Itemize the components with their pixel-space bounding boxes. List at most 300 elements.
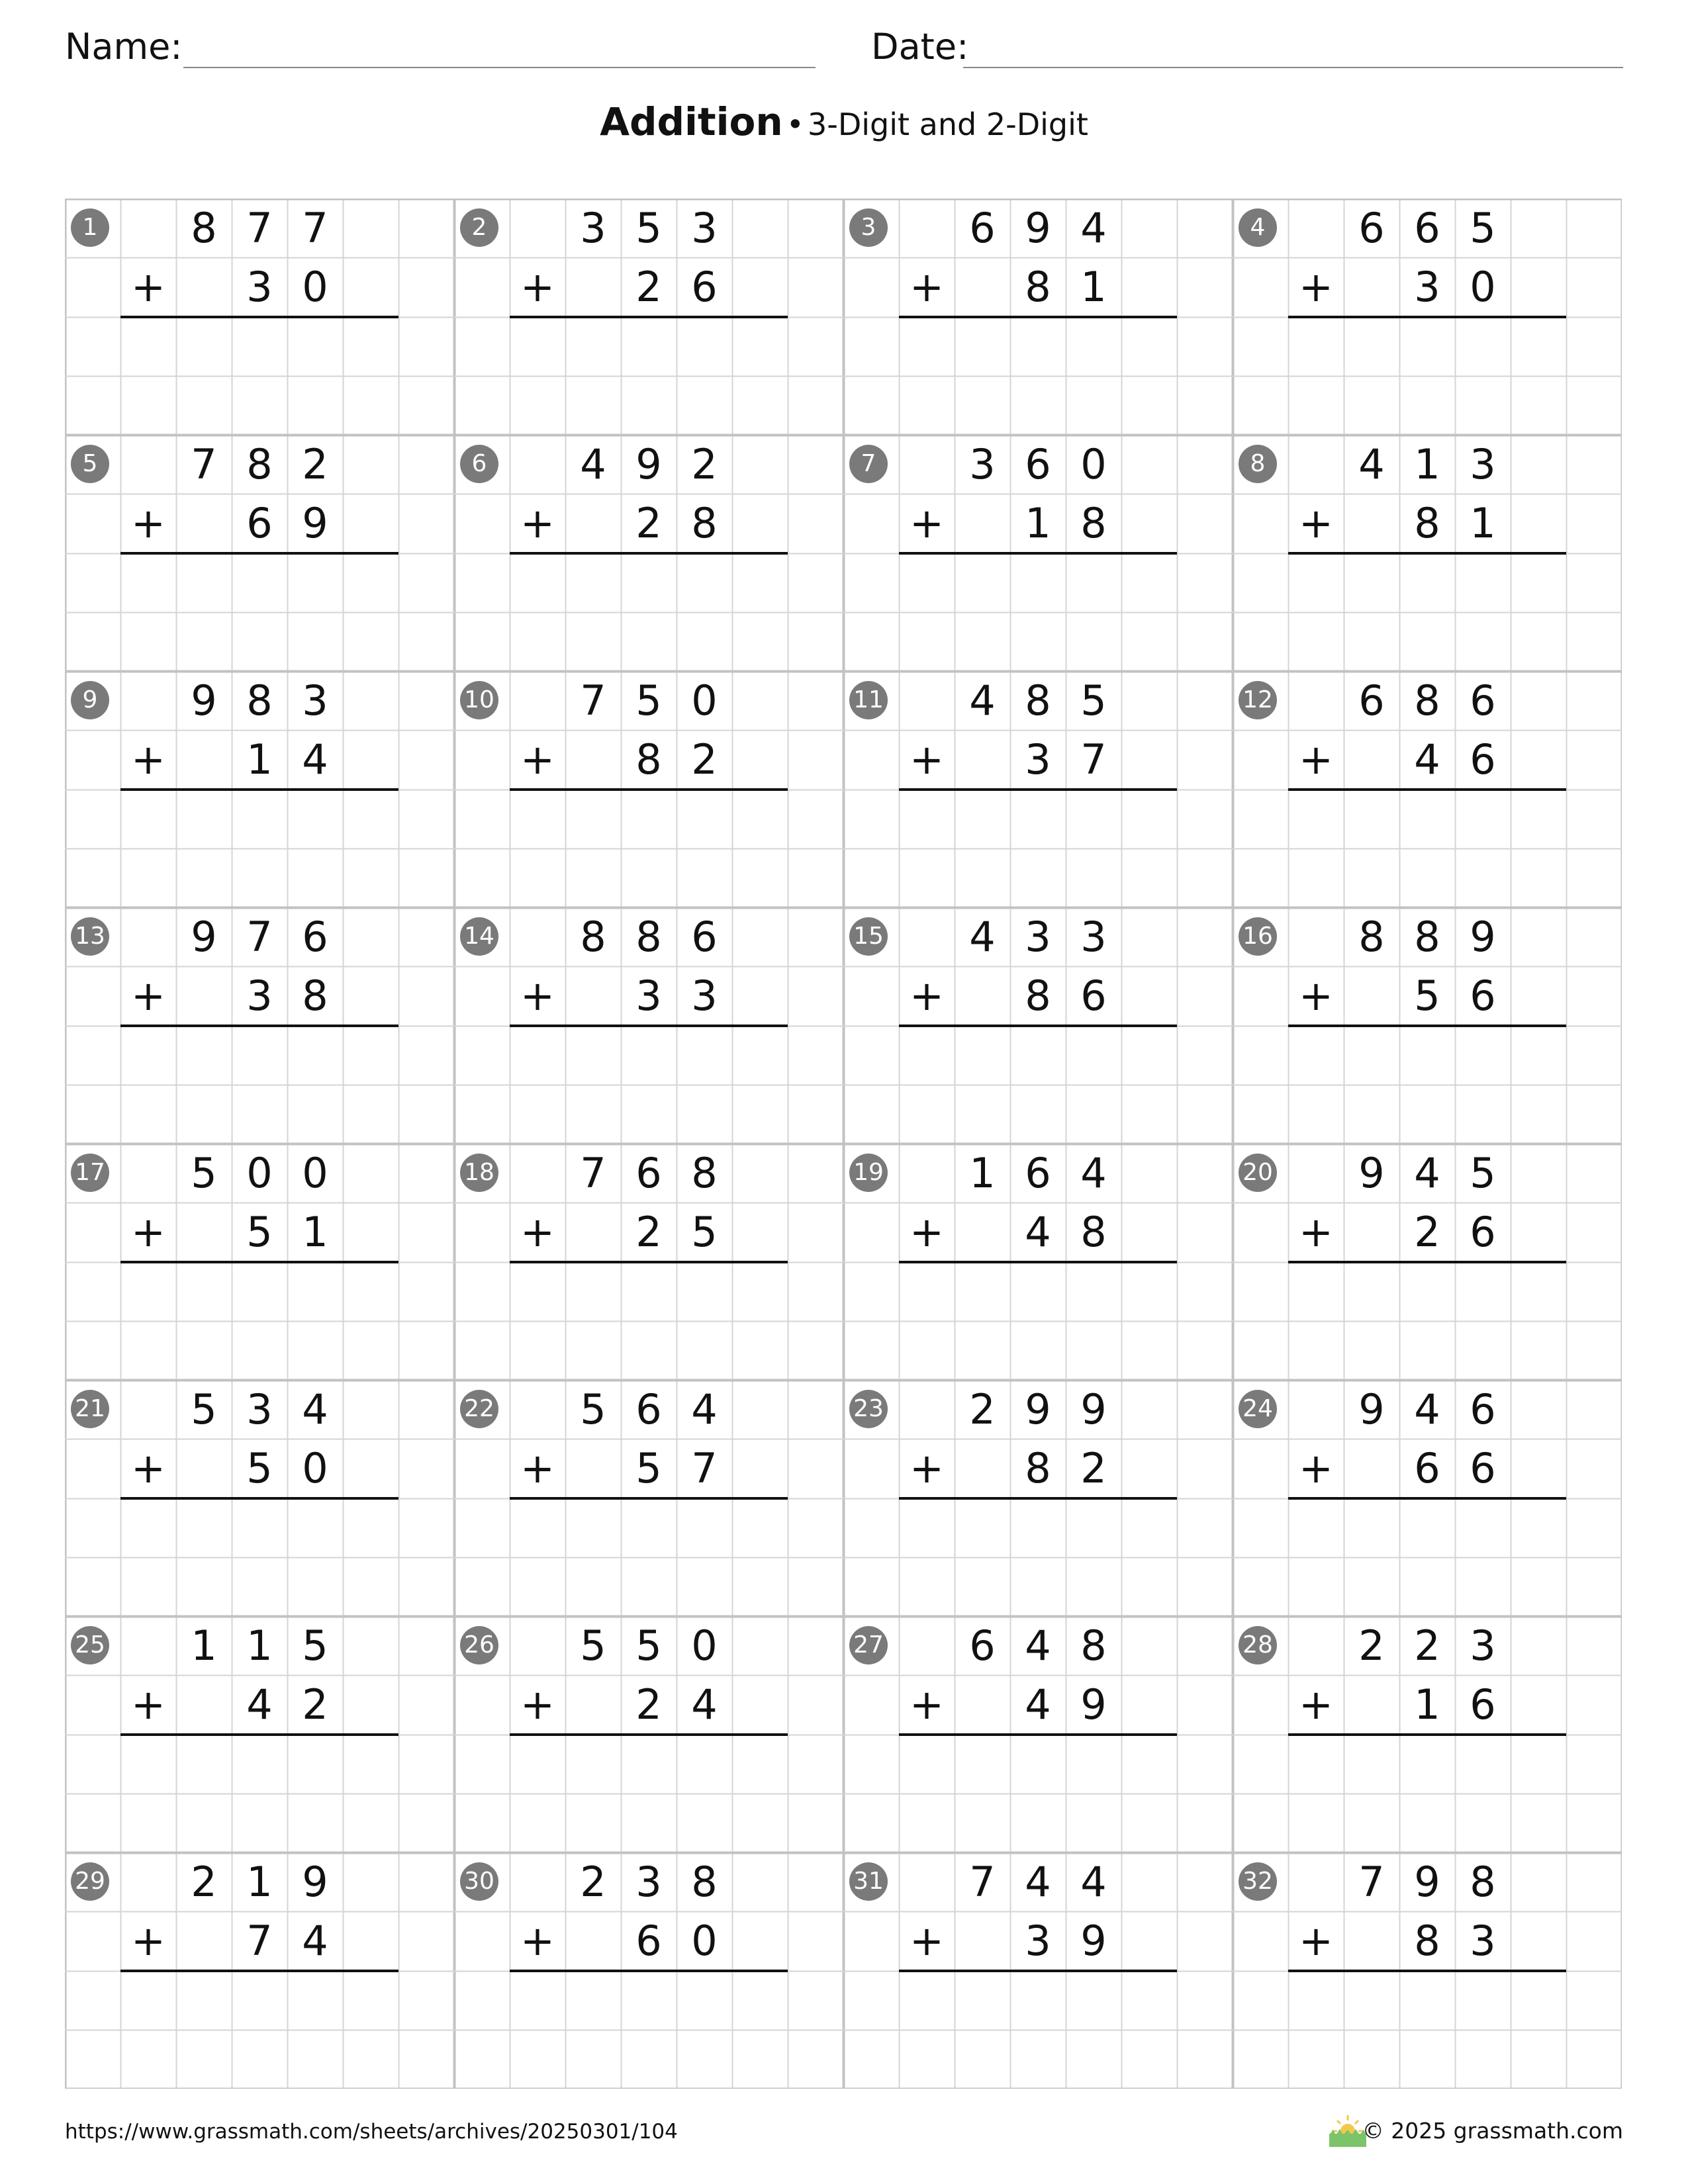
sum-underline: [120, 1970, 399, 1972]
sum-underline: [1288, 1261, 1566, 1263]
sum-underline: [510, 552, 788, 555]
sum-underline: [899, 552, 1177, 555]
addend-bottom-digit: 5: [635, 1444, 662, 1492]
addend-top-digit: 4: [969, 676, 996, 725]
addend-bottom-digit: 4: [302, 1917, 328, 1965]
problem: [454, 1616, 843, 1852]
addend-top-digit: 4: [1080, 204, 1107, 252]
plus-sign: +: [1299, 263, 1333, 311]
worksheet-title: [0, 99, 1688, 144]
sum-underline: [120, 1024, 399, 1027]
addend-bottom-digit: 6: [635, 1917, 662, 1965]
addend-bottom-digit: 5: [246, 1444, 273, 1492]
name-label: Name:: [65, 26, 183, 68]
addend-top-digit: 0: [691, 676, 718, 725]
problem: [1233, 1616, 1622, 1852]
addend-top-digit: 2: [580, 1858, 606, 1906]
plus-sign: +: [131, 499, 165, 547]
addend-top-digit: 5: [580, 1385, 606, 1433]
addend-bottom-digit: 9: [1080, 1680, 1107, 1729]
plus-sign: +: [910, 972, 944, 1020]
addend-top-digit: 6: [635, 1149, 662, 1197]
problem-number-badge: 32: [1239, 1862, 1277, 1901]
problem-number-badge: 23: [849, 1390, 888, 1428]
problem: [454, 671, 843, 907]
addend-bottom-digit: 6: [1470, 1444, 1496, 1492]
problem-number-badge: 13: [71, 917, 109, 956]
problem: [843, 1616, 1233, 1852]
addend-bottom-digit: 6: [1414, 1444, 1440, 1492]
plus-sign: +: [1299, 1444, 1333, 1492]
title-main: Addition: [600, 99, 783, 144]
addend-top-digit: 5: [635, 1621, 662, 1670]
problem-number-badge: 30: [460, 1862, 498, 1901]
plus-sign: +: [910, 735, 944, 784]
plus-sign: +: [910, 263, 944, 311]
addend-top-digit: 8: [691, 1149, 718, 1197]
addend-top-digit: 9: [1358, 1149, 1385, 1197]
footer-url: https://www.grassmath.com/sheets/archives/20250301/104: [65, 2120, 678, 2144]
sum-underline: [120, 1733, 399, 1736]
addend-top-digit: 6: [1358, 204, 1385, 252]
addend-bottom-digit: 6: [246, 499, 273, 547]
addend-top-digit: 7: [580, 1149, 606, 1197]
addend-top-digit: 6: [1358, 676, 1385, 725]
sum-underline: [899, 1733, 1177, 1736]
sum-underline: [1288, 552, 1566, 555]
problem-number-badge: 21: [71, 1390, 109, 1428]
plus-sign: +: [1299, 735, 1333, 784]
sum-underline: [899, 1024, 1177, 1027]
addend-top-digit: 5: [1470, 1149, 1496, 1197]
problem-number-badge: 2: [460, 208, 498, 247]
problem: [65, 199, 454, 435]
problem-number-badge: 5: [71, 445, 109, 483]
addend-top-digit: 9: [1080, 1385, 1107, 1433]
addend-top-digit: 4: [1414, 1149, 1440, 1197]
plus-sign: +: [520, 499, 555, 547]
problem-number-badge: 16: [1239, 917, 1277, 956]
problem-number-badge: 3: [849, 208, 888, 247]
addend-top-digit: 3: [1025, 913, 1051, 961]
plus-sign: +: [520, 1917, 555, 1965]
problem-number-badge: 20: [1239, 1154, 1277, 1192]
addend-bottom-digit: 4: [691, 1680, 718, 1729]
addend-top-digit: 4: [580, 440, 606, 488]
problem-number-badge: 22: [460, 1390, 498, 1428]
addend-top-digit: 2: [302, 440, 328, 488]
problem-number-badge: 29: [71, 1862, 109, 1901]
problem-number-badge: 17: [71, 1154, 109, 1192]
sum-underline: [899, 316, 1177, 318]
plus-sign: +: [520, 263, 555, 311]
addend-top-digit: 2: [691, 440, 718, 488]
problem: [65, 435, 454, 671]
problem: [1233, 1852, 1622, 2089]
addend-bottom-digit: 8: [1080, 499, 1107, 547]
addend-top-digit: 7: [580, 676, 606, 725]
problem: [454, 435, 843, 671]
sum-underline: [120, 316, 399, 318]
addend-top-digit: 4: [1080, 1149, 1107, 1197]
addend-top-digit: 1: [969, 1149, 996, 1197]
problem: [454, 199, 843, 435]
sum-underline: [899, 1970, 1177, 1972]
addend-bottom-digit: 2: [635, 263, 662, 311]
date-field-line[interactable]: [963, 67, 1623, 68]
plus-sign: +: [520, 735, 555, 784]
addend-bottom-digit: 6: [1470, 1208, 1496, 1256]
addend-top-digit: 8: [1414, 676, 1440, 725]
addend-top-digit: 5: [635, 676, 662, 725]
addend-bottom-digit: 0: [1470, 263, 1496, 311]
plus-sign: +: [520, 1444, 555, 1492]
problem: [843, 1852, 1233, 2089]
problem-number-badge: 9: [71, 681, 109, 719]
addend-top-digit: 8: [1414, 913, 1440, 961]
sum-underline: [899, 788, 1177, 791]
addend-bottom-digit: 0: [302, 263, 328, 311]
addend-top-digit: 8: [246, 440, 273, 488]
addend-top-digit: 6: [691, 913, 718, 961]
problem-number-badge: 6: [460, 445, 498, 483]
addend-bottom-digit: 1: [246, 735, 273, 784]
plus-sign: +: [520, 1208, 555, 1256]
addend-bottom-digit: 8: [1025, 1444, 1051, 1492]
addend-top-digit: 8: [1358, 913, 1385, 961]
problem-number-badge: 26: [460, 1626, 498, 1664]
worksheet-grid: [65, 199, 1622, 2089]
problem-area: [65, 199, 1622, 2089]
addend-bottom-digit: 0: [302, 1444, 328, 1492]
addend-bottom-digit: 8: [1414, 499, 1440, 547]
sum-underline: [1288, 1733, 1566, 1736]
addend-top-digit: 9: [1025, 204, 1051, 252]
addend-top-digit: 4: [1358, 440, 1385, 488]
sum-underline: [510, 1733, 788, 1736]
problem: [454, 1380, 843, 1616]
addend-bottom-digit: 2: [1080, 1444, 1107, 1492]
addend-bottom-digit: 3: [635, 972, 662, 1020]
addend-top-digit: 6: [1025, 440, 1051, 488]
addend-top-digit: 3: [635, 1858, 662, 1906]
addend-top-digit: 8: [1025, 676, 1051, 725]
addend-top-digit: 1: [246, 1621, 273, 1670]
problem-number-badge: 1: [71, 208, 109, 247]
addend-top-digit: 7: [246, 204, 273, 252]
addend-top-digit: 8: [580, 913, 606, 961]
addend-top-digit: 2: [191, 1858, 217, 1906]
addend-bottom-digit: 1: [1470, 499, 1496, 547]
sum-underline: [120, 1261, 399, 1263]
addend-bottom-digit: 1: [1025, 499, 1051, 547]
addend-bottom-digit: 8: [635, 735, 662, 784]
problem: [843, 199, 1233, 435]
addend-top-digit: 7: [1358, 1858, 1385, 1906]
addend-top-digit: 2: [1358, 1621, 1385, 1670]
addend-top-digit: 9: [1414, 1858, 1440, 1906]
addend-top-digit: 6: [1470, 676, 1496, 725]
addend-bottom-digit: 2: [635, 1208, 662, 1256]
addend-bottom-digit: 2: [635, 1680, 662, 1729]
plus-sign: +: [131, 1917, 165, 1965]
addend-bottom-digit: 8: [1025, 972, 1051, 1020]
plus-sign: +: [520, 1680, 555, 1729]
addend-top-digit: 7: [969, 1858, 996, 1906]
plus-sign: +: [1299, 499, 1333, 547]
addend-bottom-digit: 4: [1025, 1680, 1051, 1729]
problem-number-badge: 14: [460, 917, 498, 956]
problem-number-badge: 12: [1239, 681, 1277, 719]
addend-top-digit: 3: [1470, 440, 1496, 488]
problem-number-badge: 27: [849, 1626, 888, 1664]
addend-bottom-digit: 5: [246, 1208, 273, 1256]
addend-top-digit: 4: [691, 1385, 718, 1433]
addend-top-digit: 3: [302, 676, 328, 725]
problem-number-badge: 19: [849, 1154, 888, 1192]
title-bullet: •: [786, 107, 804, 142]
addend-bottom-digit: 6: [691, 263, 718, 311]
problem: [843, 1144, 1233, 1380]
addend-top-digit: 2: [1414, 1621, 1440, 1670]
addend-top-digit: 6: [969, 1621, 996, 1670]
addend-top-digit: 3: [1470, 1621, 1496, 1670]
problem: [65, 1380, 454, 1616]
addend-top-digit: 5: [580, 1621, 606, 1670]
problem-number-badge: 7: [849, 445, 888, 483]
plus-sign: +: [1299, 1208, 1333, 1256]
addend-top-digit: 6: [1414, 204, 1440, 252]
addend-bottom-digit: 1: [1414, 1680, 1440, 1729]
plus-sign: +: [910, 1680, 944, 1729]
addend-bottom-digit: 3: [1414, 263, 1440, 311]
problem-number-badge: 4: [1239, 208, 1277, 247]
plus-sign: +: [1299, 1680, 1333, 1729]
sum-underline: [1288, 1024, 1566, 1027]
addend-top-digit: 5: [1080, 676, 1107, 725]
sum-underline: [120, 788, 399, 791]
sum-underline: [510, 1497, 788, 1500]
addend-top-digit: 8: [191, 204, 217, 252]
plus-sign: +: [131, 1208, 165, 1256]
problem: [65, 907, 454, 1144]
addend-top-digit: 7: [302, 204, 328, 252]
addend-top-digit: 9: [1470, 913, 1496, 961]
addend-top-digit: 8: [1470, 1858, 1496, 1906]
addend-bottom-digit: 6: [1470, 735, 1496, 784]
sum-underline: [510, 316, 788, 318]
addend-top-digit: 6: [635, 1385, 662, 1433]
date-label: Date:: [871, 26, 969, 68]
plus-sign: +: [131, 263, 165, 311]
addend-top-digit: 9: [191, 676, 217, 725]
addend-bottom-digit: 6: [1470, 972, 1496, 1020]
addend-top-digit: 0: [246, 1149, 273, 1197]
addend-bottom-digit: 3: [1025, 735, 1051, 784]
addend-top-digit: 6: [302, 913, 328, 961]
addend-top-digit: 0: [302, 1149, 328, 1197]
plus-sign: +: [131, 1680, 165, 1729]
plus-sign: +: [131, 1444, 165, 1492]
addend-top-digit: 8: [691, 1858, 718, 1906]
plus-sign: +: [910, 1208, 944, 1256]
addend-bottom-digit: 5: [691, 1208, 718, 1256]
addend-bottom-digit: 3: [246, 263, 273, 311]
problem: [843, 1380, 1233, 1616]
problem: [1233, 671, 1622, 907]
addend-top-digit: 7: [246, 913, 273, 961]
addend-top-digit: 4: [1025, 1858, 1051, 1906]
sum-underline: [1288, 788, 1566, 791]
addend-top-digit: 6: [1470, 1385, 1496, 1433]
addend-top-digit: 0: [691, 1621, 718, 1670]
addend-bottom-digit: 3: [691, 972, 718, 1020]
title-subtitle: 3-Digit and 2-Digit: [807, 107, 1088, 142]
addend-top-digit: 5: [191, 1385, 217, 1433]
problem-number-badge: 28: [1239, 1626, 1277, 1664]
addend-top-digit: 3: [580, 204, 606, 252]
addend-bottom-digit: 3: [246, 972, 273, 1020]
addend-top-digit: 4: [302, 1385, 328, 1433]
addend-bottom-digit: 4: [302, 735, 328, 784]
addend-bottom-digit: 3: [1470, 1917, 1496, 1965]
problem: [1233, 1380, 1622, 1616]
addend-bottom-digit: 3: [1025, 1917, 1051, 1965]
addend-top-digit: 0: [1080, 440, 1107, 488]
addend-top-digit: 8: [635, 913, 662, 961]
addend-bottom-digit: 2: [1414, 1208, 1440, 1256]
addend-bottom-digit: 6: [1080, 972, 1107, 1020]
problem: [843, 671, 1233, 907]
addend-top-digit: 6: [1025, 1149, 1051, 1197]
addend-top-digit: 3: [969, 440, 996, 488]
addend-bottom-digit: 1: [302, 1208, 328, 1256]
plus-sign: +: [131, 972, 165, 1020]
plus-sign: +: [910, 1917, 944, 1965]
problem-number-badge: 8: [1239, 445, 1277, 483]
problem: [65, 671, 454, 907]
sum-underline: [899, 1497, 1177, 1500]
problem-number-badge: 25: [71, 1626, 109, 1664]
addend-top-digit: 7: [191, 440, 217, 488]
addend-top-digit: 1: [246, 1858, 273, 1906]
problem: [843, 907, 1233, 1144]
addend-top-digit: 3: [246, 1385, 273, 1433]
plus-sign: +: [131, 735, 165, 784]
addend-top-digit: 5: [635, 204, 662, 252]
addend-bottom-digit: 1: [1080, 263, 1107, 311]
addend-bottom-digit: 7: [1080, 735, 1107, 784]
plus-sign: +: [910, 499, 944, 547]
addend-top-digit: 3: [691, 204, 718, 252]
addend-top-digit: 8: [246, 676, 273, 725]
addend-top-digit: 3: [1080, 913, 1107, 961]
addend-top-digit: 8: [1080, 1621, 1107, 1670]
addend-bottom-digit: 2: [691, 735, 718, 784]
plus-sign: +: [520, 972, 555, 1020]
addend-bottom-digit: 2: [635, 499, 662, 547]
problem: [843, 435, 1233, 671]
problem: [65, 1852, 454, 2089]
problem: [454, 1852, 843, 2089]
addend-bottom-digit: 8: [1025, 263, 1051, 311]
sum-underline: [1288, 1970, 1566, 1972]
addend-bottom-digit: 0: [691, 1917, 718, 1965]
plus-sign: +: [1299, 1917, 1333, 1965]
addend-top-digit: 5: [1470, 204, 1496, 252]
addend-top-digit: 9: [1025, 1385, 1051, 1433]
addend-bottom-digit: 9: [302, 499, 328, 547]
addend-top-digit: 4: [1080, 1858, 1107, 1906]
problem: [65, 1616, 454, 1852]
sum-underline: [510, 1261, 788, 1263]
addend-bottom-digit: 2: [302, 1680, 328, 1729]
problem: [454, 907, 843, 1144]
addend-bottom-digit: 6: [1470, 1680, 1496, 1729]
addend-bottom-digit: 7: [246, 1917, 273, 1965]
addend-bottom-digit: 4: [1025, 1208, 1051, 1256]
problem-number-badge: 31: [849, 1862, 888, 1901]
addend-top-digit: 9: [1358, 1385, 1385, 1433]
addend-bottom-digit: 4: [1414, 735, 1440, 784]
problem: [1233, 907, 1622, 1144]
sum-underline: [510, 788, 788, 791]
addend-bottom-digit: 5: [1414, 972, 1440, 1020]
addend-top-digit: 5: [191, 1149, 217, 1197]
addend-bottom-digit: 8: [302, 972, 328, 1020]
addend-bottom-digit: 7: [691, 1444, 718, 1492]
addend-top-digit: 4: [969, 913, 996, 961]
plus-sign: +: [910, 1444, 944, 1492]
problem: [1233, 199, 1622, 435]
addend-bottom-digit: 8: [1080, 1208, 1107, 1256]
sum-underline: [1288, 1497, 1566, 1500]
sum-underline: [899, 1261, 1177, 1263]
problem: [65, 1144, 454, 1380]
problem-number-badge: 15: [849, 917, 888, 956]
name-field-line[interactable]: [183, 67, 816, 68]
sum-underline: [120, 1497, 399, 1500]
addend-bottom-digit: 8: [1414, 1917, 1440, 1965]
addend-top-digit: 9: [191, 913, 217, 961]
addend-top-digit: 4: [1025, 1621, 1051, 1670]
problem-number-badge: 18: [460, 1154, 498, 1192]
problem-number-badge: 10: [460, 681, 498, 719]
addend-top-digit: 9: [302, 1858, 328, 1906]
addend-bottom-digit: 9: [1080, 1917, 1107, 1965]
sum-underline: [120, 552, 399, 555]
addend-top-digit: 9: [635, 440, 662, 488]
addend-top-digit: 1: [1414, 440, 1440, 488]
problem: [1233, 1144, 1622, 1380]
problem: [454, 1144, 843, 1380]
addend-top-digit: 4: [1414, 1385, 1440, 1433]
addend-top-digit: 5: [302, 1621, 328, 1670]
addend-bottom-digit: 8: [691, 499, 718, 547]
plus-sign: +: [1299, 972, 1333, 1020]
problem-number-badge: 11: [849, 681, 888, 719]
problem-number-badge: 24: [1239, 1390, 1277, 1428]
addend-top-digit: 1: [191, 1621, 217, 1670]
sum-underline: [510, 1970, 788, 1972]
addend-top-digit: 2: [969, 1385, 996, 1433]
sum-underline: [1288, 316, 1566, 318]
footer-copyright: © 2025 grassmath.com: [1362, 2118, 1623, 2144]
addend-bottom-digit: 4: [246, 1680, 273, 1729]
sum-underline: [510, 1024, 788, 1027]
addend-top-digit: 6: [969, 204, 996, 252]
problem: [1233, 435, 1622, 671]
